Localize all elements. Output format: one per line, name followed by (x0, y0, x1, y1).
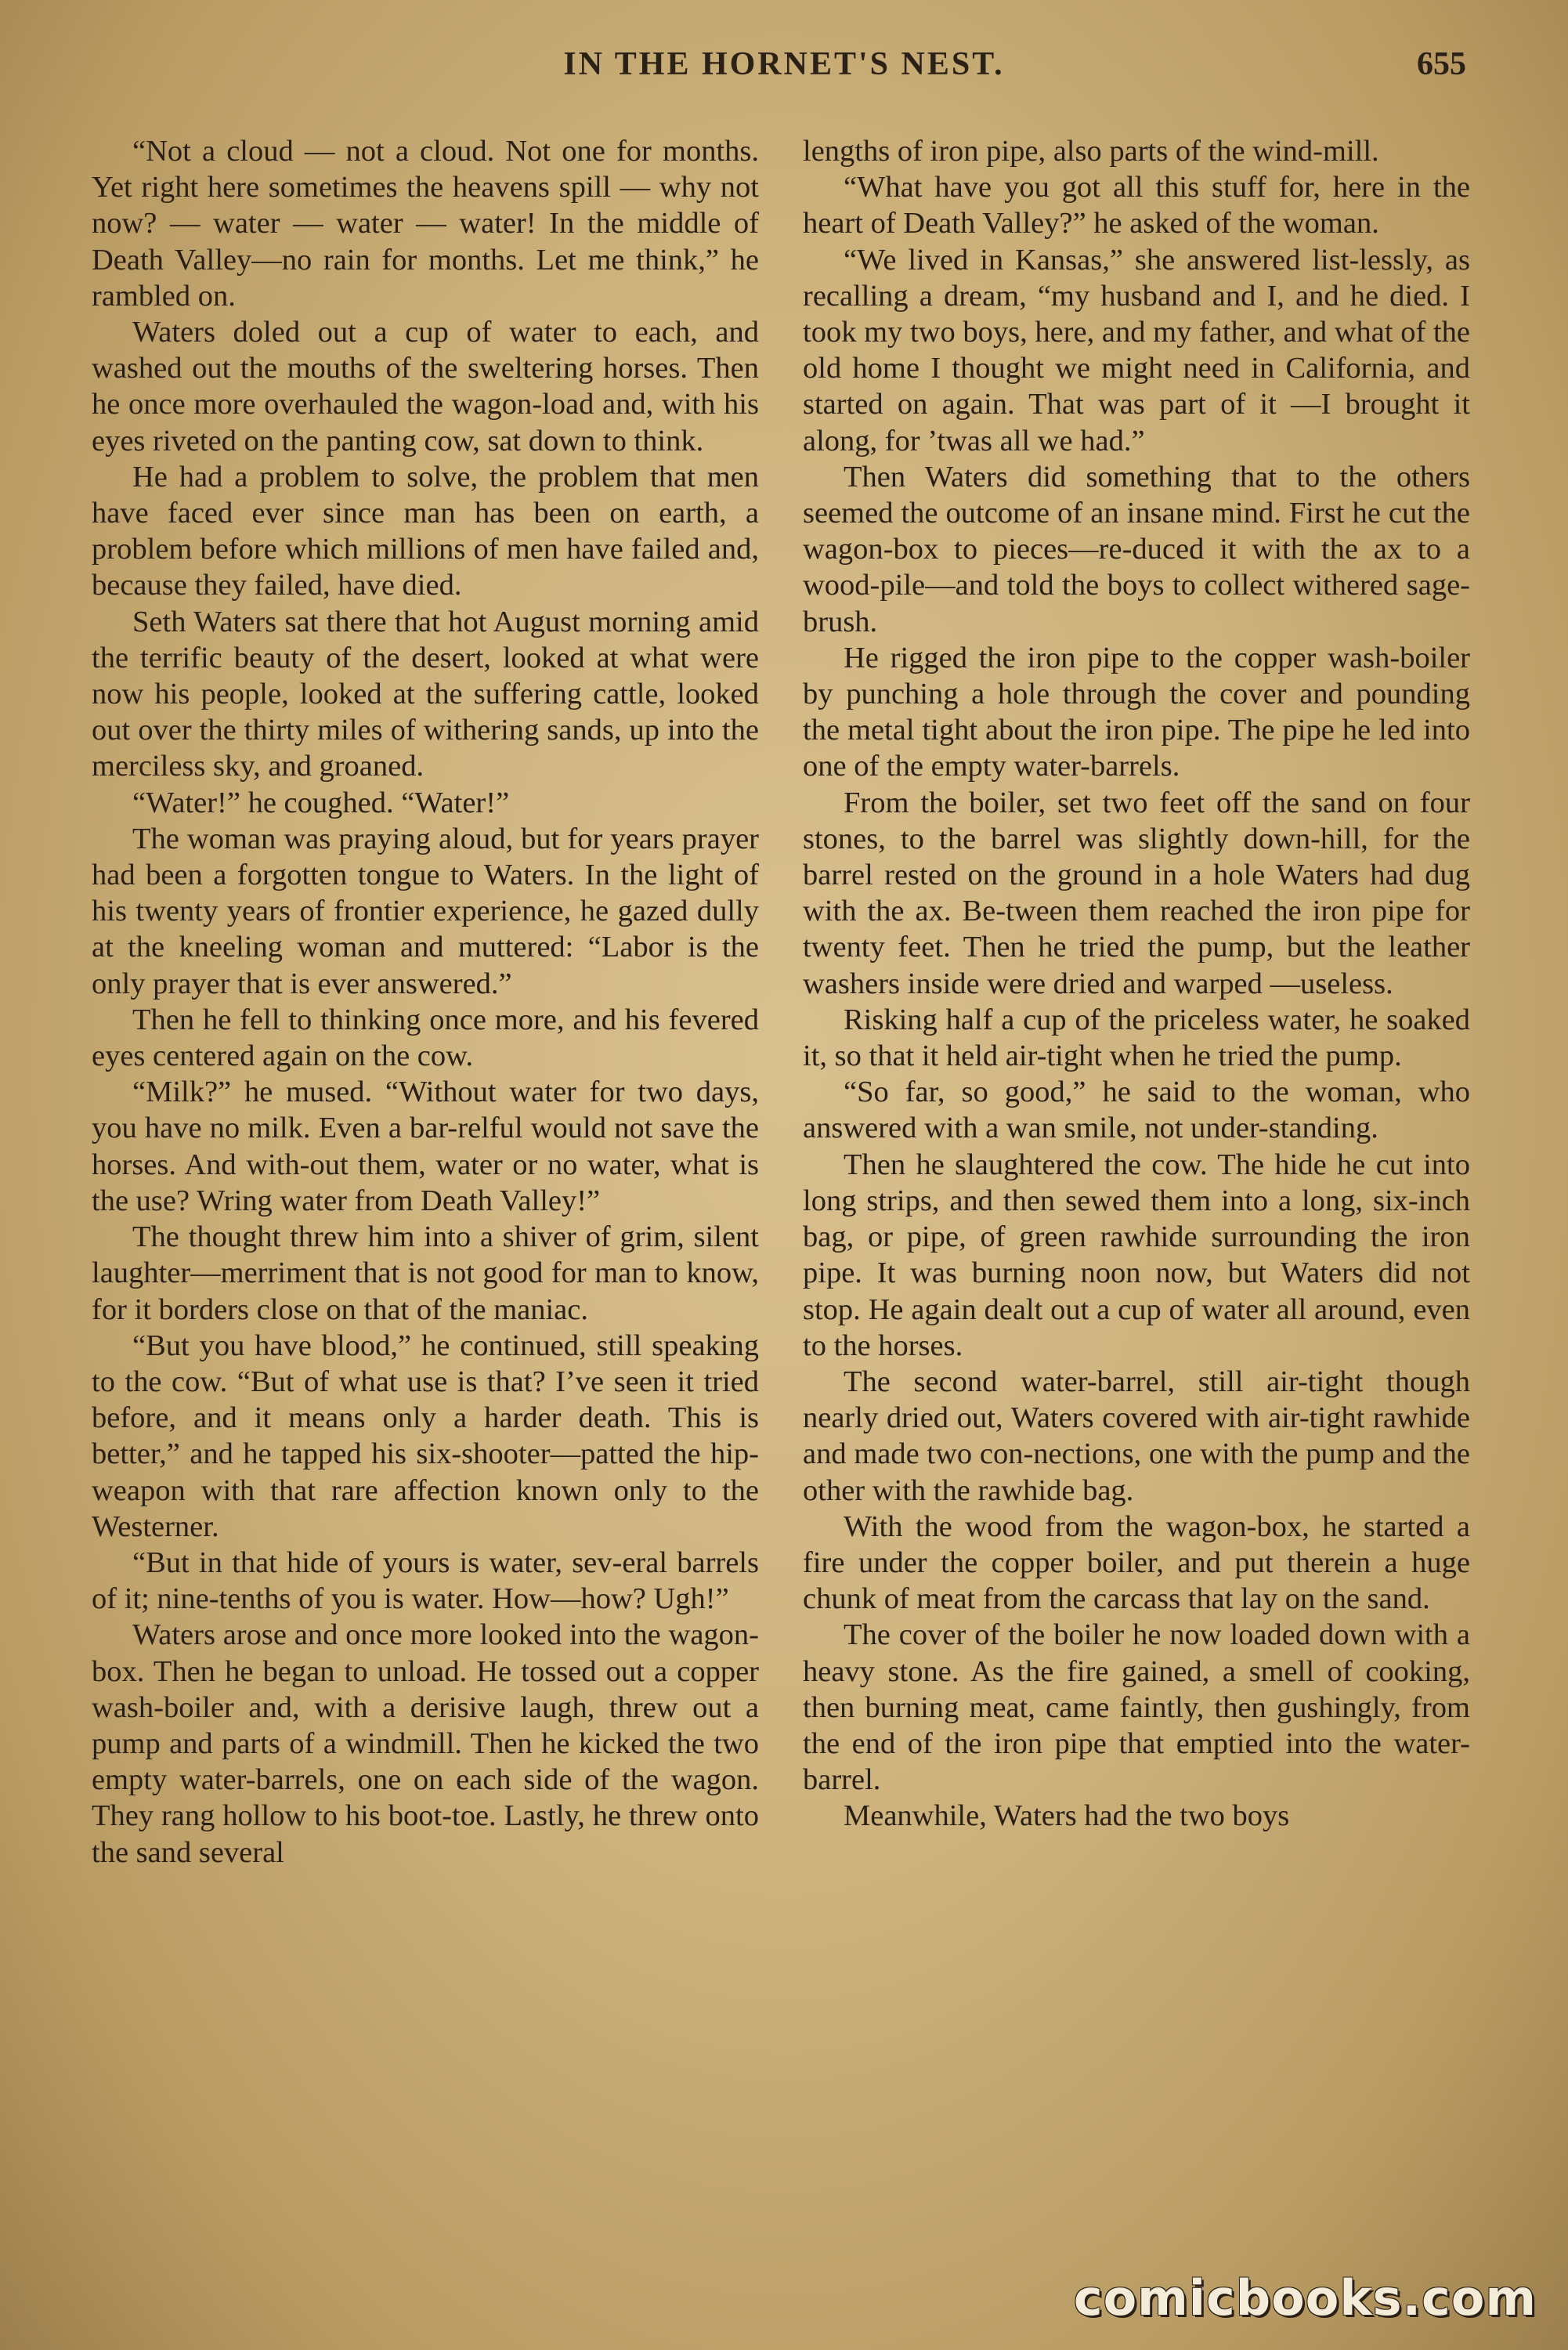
paragraph: He rigged the iron pipe to the copper wash-boiler by punching a hole through the cover and pounding the metal tight about the iron pipe. The pipe he led into one of the empty water-barrels. (803, 641, 1470, 783)
paragraph: From the boiler, set two feet off the sand on four stones, to the barrel was slightly down-hill, for the barrel rested on the ground in a hole Waters had dug with the ax. Be-tween them reached the iron pipe for twenty feet. Then he tried the pump, but the leather washers inside were dried and warped —useless. (803, 786, 1470, 1000)
paragraph: “Not a cloud — not a cloud. Not one for months. Yet right here sometimes the heavens spill — why not now? — water — water — water! In the middle of Death Valley—no rain for months. Let me think,” he rambled on. (92, 135, 759, 313)
left-text-column (92, 133, 759, 1871)
running-head (86, 45, 1482, 92)
paragraph: “But in that hide of yours is water, sev-eral barrels of it; nine-tenths of you is water. How—how? Ugh!” (92, 1546, 759, 1616)
right-text-column (803, 133, 1470, 1835)
paragraph: Then Waters did something that to the others seemed the outcome of an insane mind. First he cut the wagon-box to pieces—re-duced it with the ax to a wood-pile—and told the boys to collect withered sage-brush. (803, 460, 1470, 638)
paragraph: He had a problem to solve, the problem that men have faced ever since man has been on earth, a problem before which millions of men have failed and, because they failed, have died. (92, 460, 759, 602)
paragraph: Then he slaughtered the cow. The hide he cut into long strips, and then sewed them into a long, six-inch bag, or pipe, of green rawhide surrounding the iron pipe. It was burning noon now, but Waters did not stop. He again dealt out a cup of water all around, even to the horses. (803, 1148, 1470, 1362)
paragraph-continuation: lengths of iron pipe, also parts of the wind-mill. (803, 135, 1379, 168)
paragraph: With the wood from the wagon-box, he started a fire under the copper boiler, and put therein a huge chunk of meat from the carcass that lay on the sand. (803, 1509, 1470, 1616)
paragraph: Waters arose and once more looked into the wagon-box. Then he began to unload. He tossed out a copper wash-boiler and, with a derisive laugh, threw out a pump and parts of a windmill. Then he kicked the two empty water-barrels, one on each side of the wagon. They rang hollow to his boot-toe. Lastly, he threw onto the sand several (92, 1618, 759, 1869)
paragraph: The thought threw him into a shiver of grim, silent laughter—merriment that is not good for man to know, for it borders close on that of the maniac. (92, 1220, 759, 1326)
watermark-logo: comicbooks.com (1073, 2269, 1537, 2326)
paragraph: The cover of the boiler he now loaded down with a heavy stone. As the fire gained, a smell of cooking, then burning meat, came faintly, then gushingly, from the end of the iron pipe that emptied into the water-barrel. (803, 1618, 1470, 1797)
paragraph: “But you have blood,” he continued, still speaking to the cow. “But of what use is that? I’ve seen it tried before, and it means only a harder death. This is better,” and he tapped his six-shooter—patted the hip-weapon with that rare affection known only to the Westerner. (92, 1329, 759, 1543)
paragraph: “So far, so good,” he said to the woman, who answered with a wan smile, not under-standing. (803, 1076, 1470, 1145)
paragraph: Waters doled out a cup of water to each, and washed out the mouths of the sweltering horses. Then he once more overhauled the wagon-load and, with his eyes riveted on the panting cow, sat down to think. (92, 316, 759, 457)
paragraph: “Water!” he coughed. “Water!” (132, 786, 510, 819)
paragraph: “What have you got all this stuff for, here in the heart of Death Valley?” he asked of the woman. (803, 171, 1470, 240)
running-title: IN THE HORNET'S NEST. (563, 46, 1005, 82)
paragraph: “We lived in Kansas,” she answered list-lessly, as recalling a dream, “my husband and I, and he died. I took my two boys, here, and my father, and what of the old home I thought we might need in California, and started on again. That was part of it —I brought it along, for ’twas all we had.” (803, 243, 1470, 457)
paragraph: Risking half a cup of the priceless water, he soaked it, so that it held air-tight when he tried the pump. (803, 1003, 1470, 1073)
paragraph: “Milk?” he mused. “Without water for two days, you have no milk. Even a bar-relful would not save the horses. And with-out them, water or no water, what is the use? Wring water from Death Valley!” (92, 1076, 759, 1217)
paragraph: Meanwhile, Waters had the two boys (844, 1799, 1290, 1833)
paragraph: Seth Waters sat there that hot August morning amid the terrific beauty of the desert, looked at what were now his people, looked at the suffering cattle, looked out over the thirty miles of withering sands, up into the merciless sky, and groaned. (92, 605, 759, 783)
paragraph: Then he fell to thinking once more, and his fevered eyes centered again on the cow. (92, 1003, 759, 1073)
paragraph: The woman was praying aloud, but for years prayer had been a forgotten tongue to Waters. In the light of his twenty years of frontier experience, he gazed dully at the kneeling woman and muttered: “Labor is the only prayer that is ever answered.” (92, 822, 759, 1000)
paragraph: The second water-barrel, still air-tight though nearly dried out, Waters covered with air-tight rawhide and made two con-nections, one with the pump and the other with the rawhide bag. (803, 1365, 1470, 1507)
page-number: 655 (1417, 46, 1466, 82)
